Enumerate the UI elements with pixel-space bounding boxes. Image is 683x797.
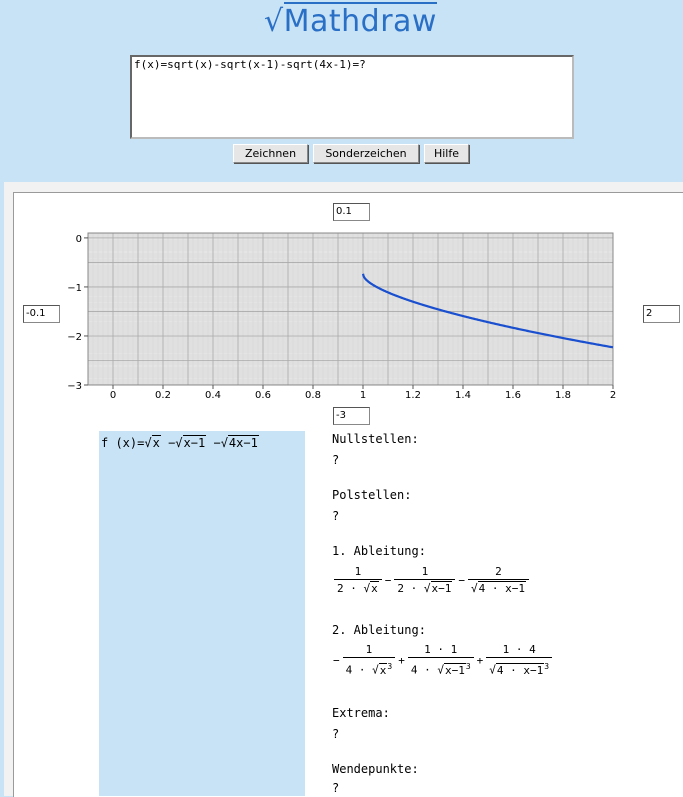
- expression-input[interactable]: [130, 55, 574, 139]
- app-title: Mathdraw: [283, 4, 437, 39]
- help-button[interactable]: Hilfe: [424, 144, 469, 163]
- x-tick-label: 2: [609, 390, 617, 401]
- extrema-label: Extrema:: [332, 706, 390, 720]
- inflection-value: ?: [332, 781, 340, 795]
- y-tick-label: −3: [67, 381, 82, 392]
- ymax-input[interactable]: 0.1: [333, 203, 370, 221]
- d2-fraction-3: $\frac{1 \cdot 4}{√4 \cdot x-1^3}$: [486, 643, 552, 678]
- x-tick-label: 1.4: [455, 390, 471, 401]
- y-tick-label: −2: [67, 331, 82, 343]
- xmax-input[interactable]: 2: [643, 305, 680, 323]
- extrema-value: ?: [332, 727, 340, 741]
- second-derivative: − $\frac{1}{4 \cdot √x^3}$ + $\frac{1 \cdot 1}{4 \cdot √x-1^3}$ + $\frac{1 \cdot 4}{√4 \cdot x-1^3}$: [332, 643, 554, 678]
- minor-grid: [88, 233, 613, 385]
- x-tick-labels: [110, 390, 616, 401]
- d1-fraction-2: $\frac{1}{2 \cdot √x-1}$: [394, 565, 455, 596]
- d1-fraction-1: $\frac{1}{2 \cdot √x}$: [334, 565, 382, 596]
- special-chars-button[interactable]: Sonderzeichen: [313, 144, 419, 163]
- x-tick-label: 1.8: [555, 390, 571, 401]
- xmin-input[interactable]: -0.1: [23, 305, 60, 323]
- ymin-input[interactable]: -3: [333, 407, 370, 425]
- sqrt-icon: √: [144, 436, 152, 450]
- x-tick-label: 1.6: [505, 390, 521, 401]
- rendered-formula: [101, 436, 259, 450]
- formula-panel: [99, 431, 305, 796]
- x-tick-label: 0.2: [155, 390, 171, 401]
- radical-icon: √: [264, 4, 284, 39]
- formula-minus: −: [168, 436, 176, 450]
- draw-button[interactable]: Zeichnen: [233, 144, 308, 163]
- d2-fraction-1: $\frac{1}{4 \cdot √x^3}$: [343, 643, 396, 678]
- formula-term-2: x−1: [183, 436, 206, 450]
- formula-prefix: f (x)=: [101, 436, 145, 450]
- poles-value: ?: [332, 509, 340, 523]
- zeros-label: Nullstellen:: [332, 432, 419, 446]
- x-tick-label: 0.4: [205, 390, 221, 401]
- x-tick-label: 1: [359, 390, 367, 401]
- zeros-value: ?: [332, 453, 340, 467]
- d2-fraction-2: $\frac{1 \cdot 1}{4 \cdot √x-1^3}$: [408, 643, 474, 678]
- x-tick-label: 0: [109, 390, 117, 401]
- poles-label: Polstellen:: [332, 488, 412, 502]
- mathdraw-logo: [264, 4, 437, 38]
- inflection-label: Wendepunkte:: [332, 762, 419, 776]
- x-tick-label: 0.8: [305, 390, 321, 401]
- formula-minus: −: [213, 436, 221, 450]
- first-derivative-label: 1. Ableitung:: [332, 544, 426, 558]
- y-tick-labels: [67, 234, 82, 392]
- y-tick-label: −1: [67, 282, 82, 294]
- y-tick-label: 0: [75, 233, 82, 245]
- second-derivative-label: 2. Ableitung:: [332, 623, 426, 637]
- x-tick-label: 1.2: [405, 390, 421, 401]
- d1-fraction-3: $\frac{2}{√4 \cdot x-1}$: [468, 565, 529, 596]
- function-plot[interactable]: [60, 226, 630, 402]
- sqrt-icon: √: [175, 436, 183, 450]
- first-derivative: $\frac{1}{2 \cdot √x}$ − $\frac{1}{2 \cdot √x-1}$ − $\frac{2}{√4 \cdot x-1}$: [332, 565, 531, 596]
- formula-term-3: 4x−1: [228, 436, 258, 450]
- formula-term-1: x: [152, 436, 160, 450]
- x-tick-label: 0.6: [255, 390, 271, 401]
- sqrt-icon: √: [220, 436, 228, 450]
